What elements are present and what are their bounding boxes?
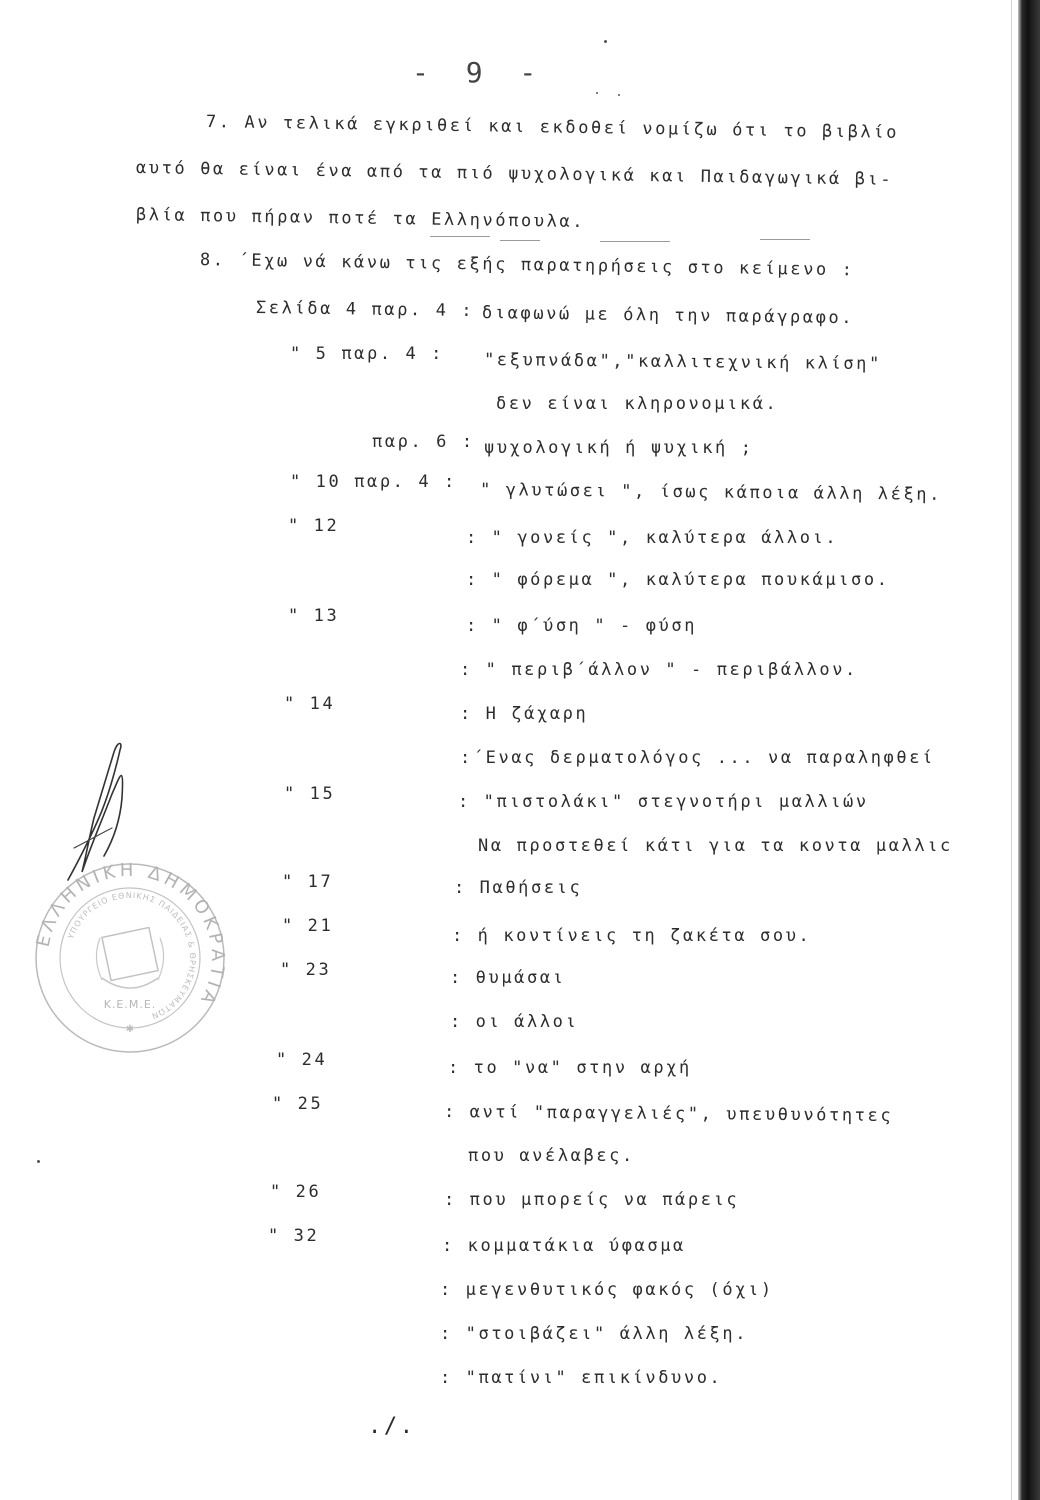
note-page: " 26 <box>270 1182 322 1202</box>
note-text: : θυμάσαι <box>450 968 566 988</box>
note-page: " 24 <box>276 1050 328 1070</box>
note-text: " γλυτώσει ", ίσως κάποια άλλη λέξη. <box>479 480 943 505</box>
para8-intro: 8. ΄Εχω νά κάνω τις εξής παρατηρήσεις στο κείμενο : <box>199 250 855 281</box>
note-page: " 32 <box>268 1226 320 1246</box>
note-text: δεν είναι κληρονομικά. <box>496 394 779 414</box>
note-text: που ανέλαβες. <box>468 1146 635 1166</box>
page-number: - 9 - <box>412 56 547 89</box>
note-text: : ή κοντίνεις τη ζακέτα σου. <box>452 926 812 946</box>
note-page: " 13 <box>288 606 340 626</box>
note-text: : " γονείς ", καλύτερα άλλοι. <box>466 528 839 548</box>
note-page: Σελίδα 4 παρ. 4 : <box>255 298 475 322</box>
note-page: " 5 παρ. 4 : <box>290 344 445 364</box>
para7-line1: 7. Αν τελικά εγκριθεί και εκδοθεί νομίζω ότι το βιβλίο <box>205 112 900 143</box>
note-text: :΄Ενας δερματολόγος ... να παραληφθεί <box>460 748 935 768</box>
note-text: : κομματάκια ύφασμα <box>442 1236 686 1256</box>
note-page: " 15 <box>284 784 336 804</box>
note-text: ψυχολογική ή ψυχική ; <box>484 438 754 458</box>
para7-line2: αυτό θα είναι ένα από τα πιό ψυχολογικά και Παιδαγωγικά βι- <box>135 158 894 190</box>
note-text: : οι άλλοι <box>450 1012 579 1032</box>
scan-artifact <box>596 92 598 94</box>
note-text: : " φόρεμα ", καλύτερα πουκάμισο. <box>466 570 890 590</box>
stamp-star-icon: ✱ <box>125 1024 135 1035</box>
note-text: : αντί "παραγγελιές", υπευθυνότητες <box>443 1102 894 1126</box>
handwritten-signature <box>60 738 150 888</box>
note-text: Να προστεθεί κάτι για τα κοντα μαλλιc <box>478 836 953 856</box>
note-page: παρ. 6 : <box>372 432 475 452</box>
note-text: : Η ζάχαρη <box>460 704 589 724</box>
stamp-outer-text: ΕΛΛΗΝΙΚΗ ΔΗΜΟΚΡΑΤΙΑ <box>32 859 229 1011</box>
note-text: : "πατίνι" επικίνδυνο. <box>440 1368 723 1388</box>
scan-artifact <box>618 94 620 96</box>
note-text: : Παθήσεις <box>454 878 583 898</box>
note-text: : που μπορείς να πάρεις <box>444 1190 740 1210</box>
note-text: : "στοιβάζει" άλλη λέξη. <box>440 1324 749 1344</box>
stamp-emblem <box>96 927 163 988</box>
note-page: " 17 <box>282 872 334 892</box>
binding-edge <box>1018 0 1040 1500</box>
scan-artifact <box>600 241 670 242</box>
note-text: "εξυπνάδα","καλλιτεχνική κλίση" <box>483 350 882 375</box>
scan-artifact <box>430 236 490 237</box>
scan-artifact <box>760 239 810 240</box>
note-text: : "πιστολάκι" στεγνοτήρι μαλλιών <box>458 792 869 812</box>
note-text: : μεγενθυτικός φακός (όχι) <box>440 1280 774 1300</box>
note-page: " 25 <box>272 1094 324 1114</box>
scan-artifact <box>500 240 540 241</box>
note-text: : " περιβ΄άλλον " - περιβάλλον. <box>460 660 858 680</box>
binding-edge-line <box>1011 0 1012 1500</box>
stamp-bottom-text: Κ.Ε.Μ.Ε. <box>103 998 157 1011</box>
note-page: " 23 <box>280 960 332 980</box>
para7-line3: βλία που πήραν ποτέ τα Ελληνόπουλα. <box>135 205 586 233</box>
note-text: διαφωνώ με όλη την παράγραφο. <box>481 303 855 329</box>
stamp-inner-text: ΥΠΟΥΡΓΕΙΟ ΕΘΝΙΚΗΣ ΠΑΙΔΕΙΑΣ & ΘΡΗΣΚΕΥΜΑΤΩΝ <box>66 890 198 1021</box>
scan-artifact <box>604 40 607 43</box>
note-page: " 10 παρ. 4 : <box>290 472 457 492</box>
note-page: " 21 <box>282 916 334 936</box>
continuation-mark: ./. <box>368 1414 416 1439</box>
note-page: " 12 <box>288 516 340 536</box>
official-stamp <box>30 858 230 1058</box>
note-text: : " φ΄ύση " - φύση <box>466 616 698 636</box>
note-page: " 14 <box>284 694 336 714</box>
note-text: : το "να" στην αρχή <box>448 1058 692 1078</box>
scan-artifact <box>37 1160 40 1163</box>
